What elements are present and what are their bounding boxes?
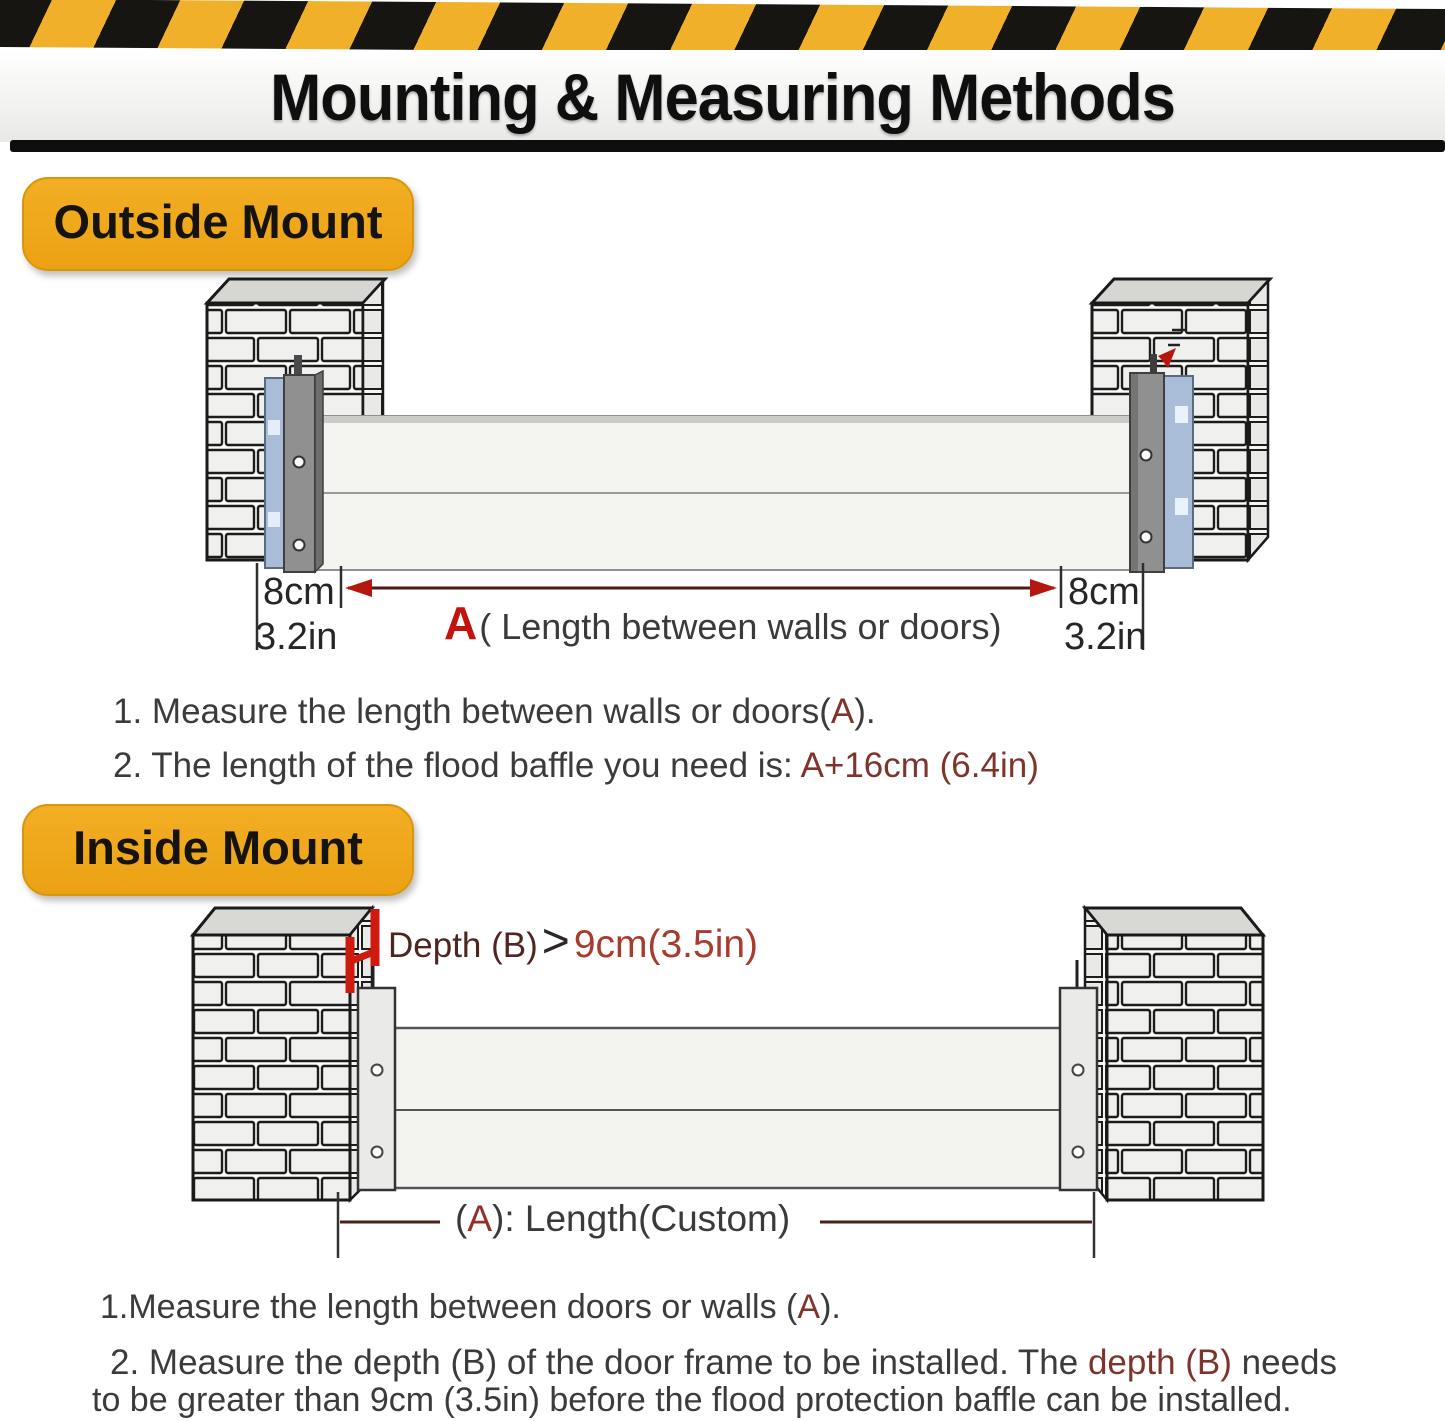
header-divider-bar xyxy=(10,140,1445,152)
span-label-a: A xyxy=(444,597,478,649)
outside-span-label xyxy=(444,596,1002,650)
inside-mount-badge: Inside Mount xyxy=(22,804,414,896)
depth-label: Depth (B) > 9cm(3.5in) xyxy=(388,915,759,968)
inside-left-rail xyxy=(358,964,395,1190)
page-title: Mounting & Measuring Methods xyxy=(270,60,1175,134)
inside-left-brick-pillar xyxy=(193,908,372,1200)
hazard-stripe-banner xyxy=(0,0,1445,57)
outside-right-offset-cm: 8cm xyxy=(1068,571,1140,613)
outside-right-blue-rail xyxy=(1164,376,1193,568)
outside-step-1: 1. Measure the length between walls or doors(A). xyxy=(113,692,876,731)
inside-right-brick-pillar xyxy=(1085,908,1263,1200)
outside-left-blue-rail xyxy=(265,378,284,568)
outside-flood-barrier-panels xyxy=(300,416,1150,570)
inside-step-2: 2. Measure the depth (B) of the door frame to be installed. The depth (B) needs xyxy=(110,1343,1338,1382)
outside-left-offset-cm: 8cm xyxy=(263,571,335,613)
inside-right-rail xyxy=(1060,960,1097,1190)
outside-left-offset-in: 3.2in xyxy=(255,616,338,658)
outside-step-2: 2. The length of the flood baffle you need is: A+16cm (6.4in) xyxy=(113,746,1039,785)
length-label: (A): Length(Custom) xyxy=(455,1198,791,1239)
outside-right-offset-in: 3.2in xyxy=(1064,616,1147,658)
outside-mount-badge: Outside Mount xyxy=(22,177,414,271)
inside-step-2-continued: to be greater than 9cm (3.5in) before the flood protection baffle can be installed. xyxy=(92,1381,1292,1419)
inside-flood-barrier-panels xyxy=(370,1028,1080,1188)
outside-left-channel-bar xyxy=(284,355,323,572)
span-label-rest: ( Length between walls or doors) xyxy=(479,606,1002,647)
inside-step-1: 1.Measure the length between doors or walls (A). xyxy=(100,1288,841,1326)
